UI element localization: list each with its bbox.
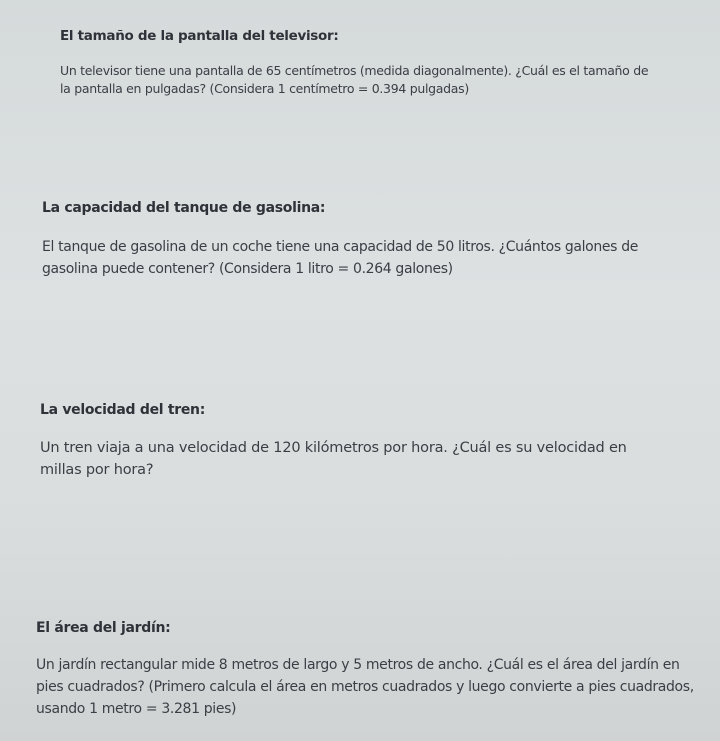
question-1-title: El tamaño de la pantalla del televisor: [60, 28, 339, 44]
question-3-title: La velocidad del tren: [40, 402, 205, 418]
question-4-title: El área del jardín: [36, 620, 171, 636]
question-3-text: Un tren viaja a una velocidad de 120 kilómetros por hora. ¿Cuál es su velocidad en millas por hora? [40, 440, 627, 478]
question-2-text: El tanque de gasolina de un coche tiene una capacidad de 50 litros. ¿Cuántos galones de gasolina puede contener? (Considera 1 litro = 0.264 galones) [42, 239, 639, 277]
question-2-title: La capacidad del tanque de gasolina: [42, 200, 326, 216]
question-4-text: Un jardín rectangular mide 8 metros de largo y 5 metros de ancho. ¿Cuál es el área del jardín en pies cuadrados? (Primero calcula el área en metros cuadrados y luego convierte a pies cuadrados, usando 1 metro = 3.281 pies) [36, 657, 694, 717]
question-1-text: Un televisor tiene una pantalla de 65 centímetros (medida diagonalmente). ¿Cuál es el tamaño de la pantalla en pulgadas? (Considera 1 centímetro = 0.394 pulgadas) [60, 63, 649, 96]
